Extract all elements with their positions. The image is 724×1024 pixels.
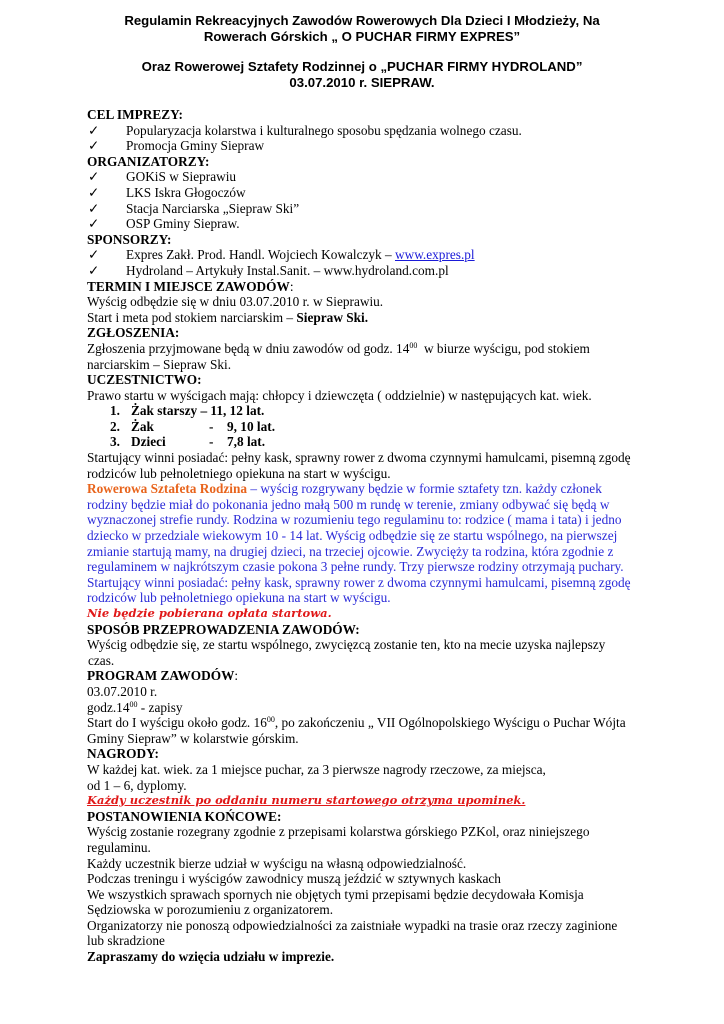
gift-note: Każdy uczestnik po oddaniu numeru startowego otrzyma upominek. — [87, 793, 526, 808]
paragraph: Startujący winni posiadać: pełny kask, sprawny rower z dwoma czynnymi hamulcami, pisemną zgodę — [87, 450, 631, 466]
check-mark-icon: ✓ — [88, 169, 100, 185]
subtitle-line-1: Oraz Rowerowej Sztafety Rodzinnej o „PUCHAR FIRMY HYDROLAND” — [141, 59, 583, 74]
section-heading-sposob: SPOSÓB PRZEPROWADZENIA ZAWODÓW: — [87, 621, 360, 637]
expres-website-link[interactable]: www.expres.pl — [394, 247, 475, 263]
relay-paragraph: Rowerowa Sztafeta Rodzina – wyścig rozgrywany będzie w formie sztafety tzn. każdy członek — [87, 481, 602, 497]
list-item: ✓ OSP Gminy Siepraw. — [88, 216, 240, 232]
paragraph: We wszystkich sprawach spornych nie objętych tymi przepisami będzie decydowała Komisja — [87, 886, 584, 902]
document-subtitle — [60, 59, 664, 91]
paragraph: Start i meta pod stokiem narciarskim – Siepraw Ski. — [87, 309, 369, 325]
paragraph: czas. — [88, 652, 115, 668]
paragraph: Prawo startu w wyścigach mają: chłopcy i dziewczęta ( oddzielnie) w następujących kat. wiek. — [87, 387, 592, 403]
fee-note: Nie będzie pobierana opłata startowa. — [87, 606, 332, 620]
section-heading-sponsorzy: SPONSORZY: — [87, 231, 172, 247]
list-item: ✓ Stacja Narciarska „Siepraw Ski” — [88, 200, 300, 216]
list-item: 1. Żak starszy – 11, 12 lat. — [110, 403, 265, 419]
regulations-body — [87, 107, 647, 965]
section-heading-uczestnictwo: UCZESTNICTWO: — [87, 372, 202, 388]
section-heading-postanowienia: POSTANOWIENIA KOŃCOWE: — [87, 808, 282, 824]
paragraph: Startujący winni posiadać: pełny kask, sprawny rower z dwoma czynnymi hamulcami, pisemną zgodę — [87, 574, 631, 590]
title-line-1: Regulamin Rekreacyjnych Zawodów Rowerowych Dla Dzieci I Młodzieży, Na — [124, 13, 600, 28]
paragraph: 03.07.2010 r. — [87, 683, 158, 699]
paragraph: rodziców lub pełnoletniego opiekuna na start w wyścigu. — [87, 590, 391, 606]
list-item: ✓ GOKiS w Sieprawiu — [88, 169, 237, 185]
paragraph: zmianie startują mamy, na drugiej dzieci, na trzeciej ojcowie. Zwycięży ta rodzina, która zgodnie z — [87, 543, 614, 559]
list-item: ✓ Popularyzacja kolarstwa i kulturalnego sposobu spędzania wolnego czasu. — [88, 122, 522, 138]
paragraph: Wyścig odbędzie się, ze startu wspólnego, zwycięzcą zostanie ten, kto na mecie uzyska najlepszy — [87, 637, 606, 653]
check-mark-icon: ✓ — [88, 247, 100, 263]
paragraph: Wyścig zostanie rozegrany zgodnie z przepisami kolarstwa górskiego PZKol, oraz niniejszego — [87, 824, 590, 840]
relay-label: Rowerowa Sztafeta Rodzina — [87, 481, 248, 497]
check-mark-icon: ✓ — [88, 138, 100, 154]
paragraph: regulaminu. — [87, 839, 151, 855]
list-item: 2. Żak - 9, 10 lat. — [110, 418, 276, 434]
section-heading-termin: TERMIN I MIEJSCE ZAWODÓW: — [87, 278, 294, 294]
paragraph: rodziców lub pełnoletniego opiekuna na start w wyścigu. — [87, 465, 391, 481]
paragraph: W każdej kat. wiek. za 1 miejsce puchar, za 3 pierwsze nagrody rzeczowe, za miejsca, — [87, 761, 546, 777]
paragraph: Podczas treningu i wyścigów zawodnicy muszą jeździć w sztywnych kaskach — [87, 871, 501, 887]
age-categories-list — [87, 403, 647, 450]
check-mark-icon: ✓ — [88, 122, 100, 138]
list-item: ✓ Hydroland – Artykuły Instal.Sanit. – www.hydroland.com.pl — [88, 262, 449, 278]
paragraph: Start do I wyścigu około godz. $16^{00}$, po zakończeniu „ VII Ogólnopolskiego Wyścigu o Puchar Wójta — [87, 715, 626, 731]
paragraph: od 1 – 6, dyplomy. — [87, 777, 187, 793]
section-heading-organizatorzy: ORGANIZATORZY: — [87, 153, 210, 169]
check-mark-icon: ✓ — [88, 262, 100, 278]
section-heading-cel: CEL IMPREZY: — [87, 107, 183, 122]
paragraph: regulaminem w najkrótszym czasie pokona 3 pełne rundy. Trzy pierwsze rodziny otrzymają puchary. — [87, 559, 624, 575]
paragraph: Każdy uczestnik bierze udział w wyścigu na własną odpowiedzialność. — [87, 855, 467, 871]
section-heading-nagrody: NAGRODY: — [87, 746, 159, 762]
paragraph: rodziny będzie miał do pokonania jedno małą 500 m rundę w terenie, zmiany odbywać się będą w — [87, 496, 610, 512]
check-mark-icon: ✓ — [88, 200, 100, 216]
paragraph: narciarskim – Siepraw Ski. — [87, 356, 232, 372]
check-mark-icon: ✓ — [88, 184, 100, 200]
document-title — [60, 13, 664, 45]
paragraph: Gminy Siepraw” w kolarstwie górskim. — [87, 730, 299, 746]
paragraph: dziecko w przedziale wiekowym 10 - 14 lat. Wyścig odbędzie się ze startu wspólnego, na pierwszej — [87, 528, 618, 544]
paragraph: lub skradzione — [87, 933, 165, 949]
section-heading-program: PROGRAM ZAWODÓW: — [87, 668, 239, 684]
list-item: ✓ Expres Zakł. Prod. Handl. Wojciech Kowalczyk – www.expres.pl — [88, 247, 475, 263]
paragraph: $godz.14^{00}$ - zapisy — [87, 699, 183, 715]
paragraph: Organizatorzy nie ponoszą odpowiedzialności za zaistniałe wypadki na trasie oraz rzeczy zaginione — [87, 917, 618, 933]
paragraph: Wyścig odbędzie się w dniu 03.07.2010 r. w Sieprawiu. — [87, 294, 384, 310]
list-item: 3. Dzieci - 7,8 lat. — [110, 434, 266, 450]
paragraph: Sędziowska w porozumieniu z organizatorem. — [87, 902, 334, 918]
subtitle-line-2: 03.07.2010 r. SIEPRAW. — [289, 75, 435, 90]
list-item: ✓ LKS Iskra Głogoczów — [88, 184, 246, 200]
section-heading-zgloszenia: ZGŁOSZENIA: — [87, 325, 180, 341]
title-line-2: Rowerach Górskich „ O PUCHAR FIRMY EXPRES” — [203, 29, 521, 44]
paragraph: wyznaczonej strefie rundy. Rodzina w rozumieniu tego regulaminu to: rodzice ( mama i tata) i jedno — [87, 512, 622, 528]
list-item: ✓ Promocja Gminy Siepraw — [88, 138, 265, 154]
check-mark-icon: ✓ — [88, 216, 100, 232]
paragraph: Zgłoszenia przyjmowane będą w dniu zawodów od godz. $14^{00}$ w biurze wyścigu, pod stokiem — [87, 340, 590, 356]
closing-invitation: Zapraszamy do wzięcia udziału w imprezie. — [87, 949, 335, 965]
